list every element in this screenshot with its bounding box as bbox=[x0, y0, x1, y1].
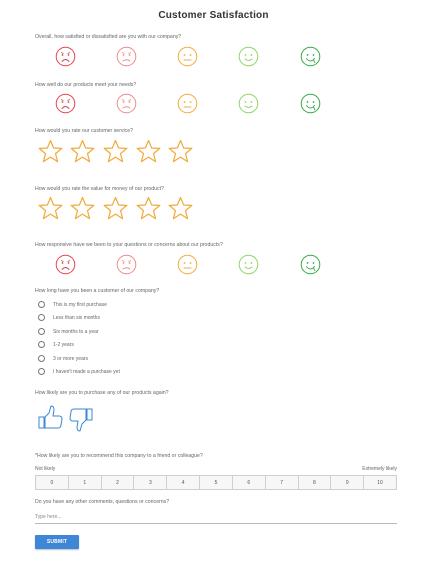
satisfied-face-icon[interactable] bbox=[238, 93, 259, 114]
radio-button[interactable] bbox=[38, 355, 45, 362]
star-icon[interactable] bbox=[167, 196, 194, 221]
nps-option[interactable]: 10 bbox=[364, 476, 396, 489]
star-rating-customer-service bbox=[0, 139, 427, 165]
satisfied-face-icon[interactable] bbox=[238, 46, 259, 67]
unsatisfied-face-icon[interactable] bbox=[116, 46, 137, 67]
star-rating-value bbox=[0, 196, 427, 222]
question-responsiveness: How responsive have we been to your questions or concerns about our products? bbox=[35, 242, 223, 248]
radio-option-label: This is my first purchase bbox=[53, 301, 107, 308]
radio-option-label: Six months to a year bbox=[53, 328, 99, 335]
star-icon[interactable] bbox=[102, 196, 129, 221]
question-customer-duration: How long have you been a customer of our company? bbox=[35, 288, 160, 294]
very-satisfied-face-icon[interactable] bbox=[300, 93, 321, 114]
nps-option[interactable]: 4 bbox=[167, 476, 200, 489]
radio-option-label: I haven't made a purchase yet bbox=[53, 368, 120, 375]
submit-button[interactable]: SUBMIT bbox=[35, 535, 79, 549]
very-satisfied-face-icon[interactable] bbox=[300, 46, 321, 67]
nps-option[interactable]: 1 bbox=[69, 476, 102, 489]
comments-input[interactable]: Type here... bbox=[35, 513, 397, 524]
radio-button[interactable] bbox=[38, 328, 45, 335]
star-icon[interactable] bbox=[37, 196, 64, 221]
star-icon[interactable] bbox=[37, 139, 64, 164]
radio-option-label: Less than six months bbox=[53, 314, 100, 321]
nps-option[interactable]: 2 bbox=[102, 476, 135, 489]
radio-button[interactable] bbox=[38, 368, 45, 375]
nps-option[interactable]: 6 bbox=[233, 476, 266, 489]
nps-option[interactable]: 7 bbox=[266, 476, 299, 489]
star-icon[interactable] bbox=[167, 139, 194, 164]
nps-option[interactable]: 9 bbox=[331, 476, 364, 489]
nps-option[interactable]: 3 bbox=[134, 476, 167, 489]
very-unsatisfied-face-icon[interactable] bbox=[55, 254, 76, 275]
nps-option[interactable]: 5 bbox=[200, 476, 233, 489]
star-icon[interactable] bbox=[69, 196, 96, 221]
scale-left-label: Not likely bbox=[35, 466, 56, 472]
unsatisfied-face-icon[interactable] bbox=[116, 93, 137, 114]
neutral-face-icon[interactable] bbox=[177, 254, 198, 275]
nps-option[interactable]: 8 bbox=[299, 476, 332, 489]
unsatisfied-face-icon[interactable] bbox=[116, 254, 137, 275]
satisfied-face-icon[interactable] bbox=[238, 254, 259, 275]
star-icon[interactable] bbox=[102, 139, 129, 164]
question-overall-satisfaction: Overall, how satisfied or dissatisfied are you with our company? bbox=[35, 34, 182, 40]
question-value-for-money: How would you rate the value for money of our product? bbox=[35, 186, 164, 192]
star-icon[interactable] bbox=[135, 196, 162, 221]
nps-option[interactable]: 0 bbox=[36, 476, 69, 489]
radio-option-label: 1-2 years bbox=[53, 341, 74, 348]
question-products-meet-needs: How well do our products meet your needs? bbox=[35, 82, 137, 88]
neutral-face-icon[interactable] bbox=[177, 93, 198, 114]
radio-button[interactable] bbox=[38, 301, 45, 308]
thumbs-up-icon[interactable] bbox=[37, 402, 65, 432]
radio-button[interactable] bbox=[38, 314, 45, 321]
smiley-rating-products bbox=[0, 93, 427, 115]
thumbs-down-icon[interactable] bbox=[68, 405, 96, 435]
neutral-face-icon[interactable] bbox=[177, 46, 198, 67]
radio-option-label: 3 or more years bbox=[53, 355, 89, 362]
question-customer-service: How would you rate our customer service? bbox=[35, 128, 134, 134]
star-icon[interactable] bbox=[135, 139, 162, 164]
very-unsatisfied-face-icon[interactable] bbox=[55, 93, 76, 114]
smiley-rating-overall bbox=[0, 46, 427, 68]
page-title: Customer Satisfaction bbox=[158, 10, 269, 21]
star-icon[interactable] bbox=[69, 139, 96, 164]
question-recommend bbox=[35, 453, 203, 459]
smiley-rating-responsiveness bbox=[0, 254, 427, 276]
radio-button[interactable] bbox=[38, 341, 45, 348]
question-purchase-again: How likely are you to purchase any of our products again? bbox=[35, 390, 169, 396]
question-comments: Do you have any other comments, questions or concerns? bbox=[35, 499, 170, 505]
question-recommend-text: How likely are you to recommend this company to a friend or colleague? bbox=[37, 453, 203, 459]
required-asterisk: * bbox=[35, 453, 38, 459]
very-unsatisfied-face-icon[interactable] bbox=[55, 46, 76, 67]
very-satisfied-face-icon[interactable] bbox=[300, 254, 321, 275]
nps-scale bbox=[35, 475, 397, 490]
scale-right-label: Extremely likely bbox=[362, 466, 397, 472]
